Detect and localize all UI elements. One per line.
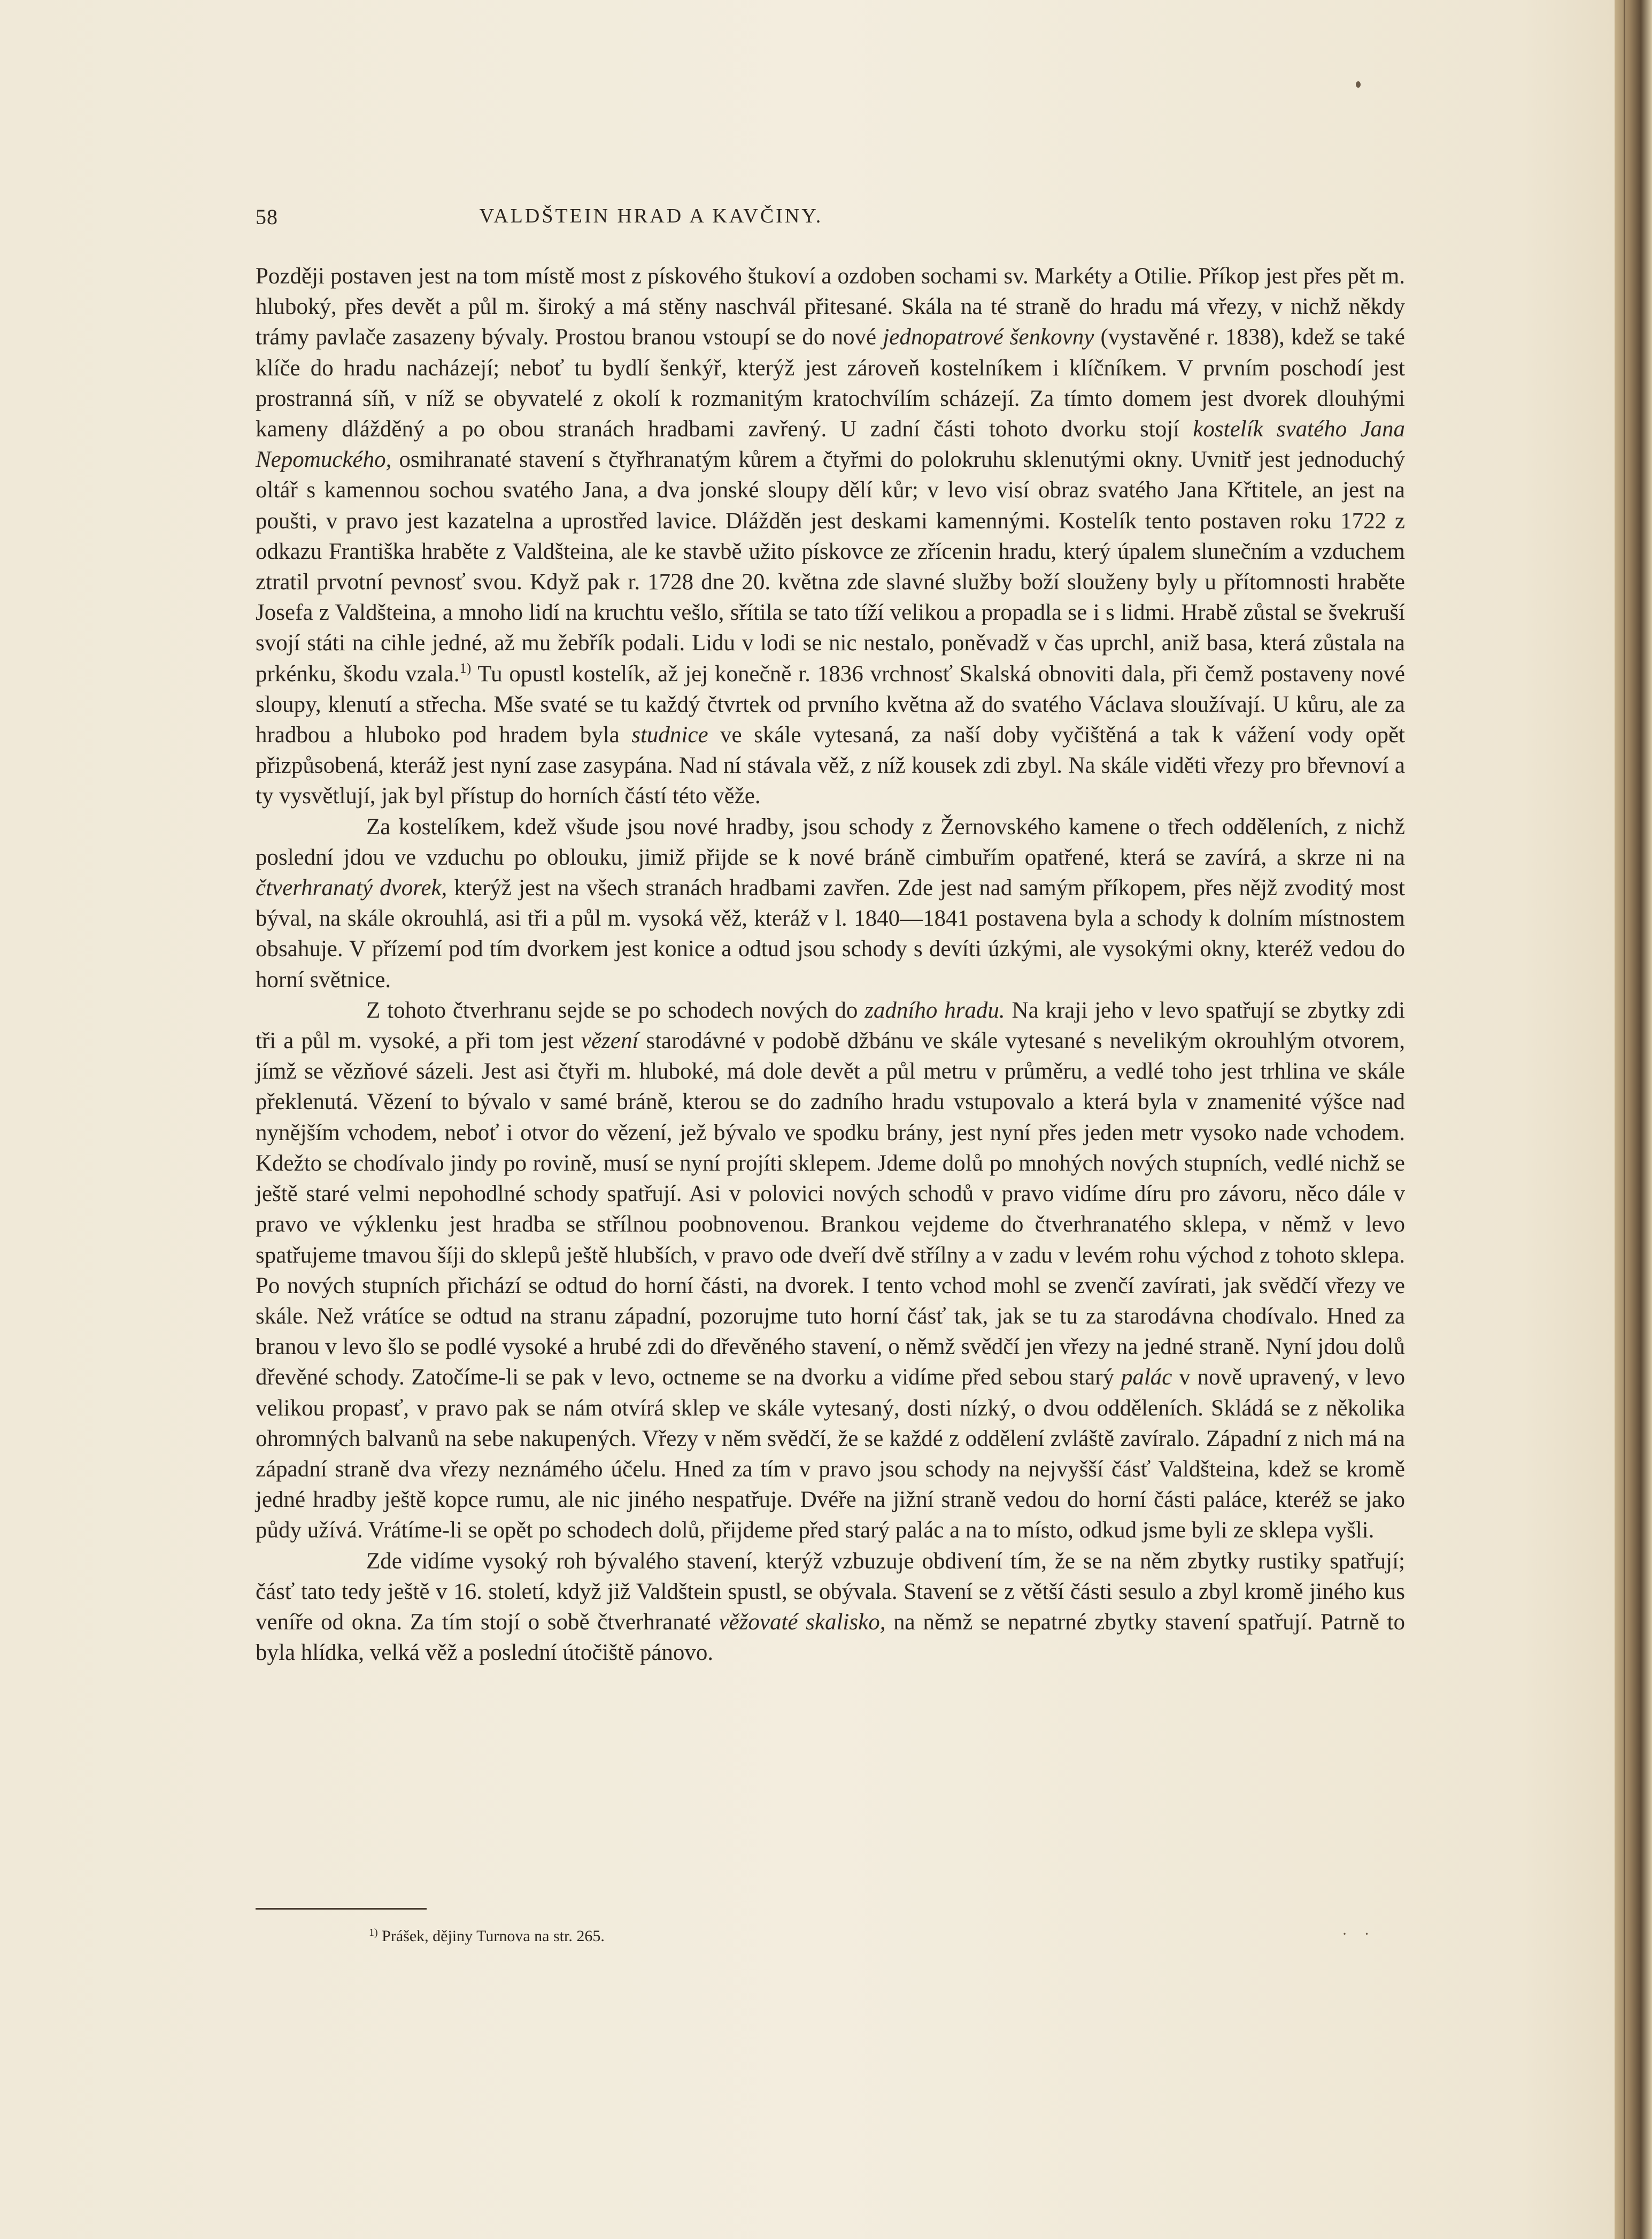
footnote-text: Prášek, dějiny Turnova na str. 265. xyxy=(377,1927,605,1945)
text-run: Později postaven jest na tom místě most z pískového štukoví a ozdoben sochami sv. Markéty a Otilie. Příkop jest přes pět m. hluboký, přes devět a půl m. široký a má stěny naschvál přitesané. Skála na té straně do hradu má vřezy, v nichž někdy trámy pavlače zasazeny bývaly. Prostou branou vstoupí se do nové xyxy=(256,264,1405,350)
text-run: Za kostelíkem, kdež všude jsou nové hradby, jsou schody z Žernovského kamene o třech odděleních, z nichž poslední jdou ve vzduchu po oblouku, jimiž přijde se k nové bráně cimbuřím opatřené, která se zavírá, a skrze ni na xyxy=(256,814,1405,870)
text-run: Tu opustl kostelík, až jej konečně r. 1836 vrchnosť Skalská obnoviti dala, při čemž postaveny nové sloupy, klenutí a střecha. Mše svaté se tu každý čtvrtek od prvního května až do svatého Václava sloužívají. U kůru, ale za hradbou a hluboko pod hradem byla xyxy=(256,661,1405,748)
footnote xyxy=(369,1927,605,1945)
text-run: Na kraji jeho v levo spatřují se zbytky zdi tři a půl m. vysoké, a při tom jest xyxy=(256,997,1405,1054)
emphasis-text: kostelík svatého Jana Nepomuckého, xyxy=(256,417,1405,473)
text-run: ve skále vytesaná, za naší doby vyčištěná a tak k vážení vody opět přizpůsobená, kteráž jest nyní zase zasypána. Nad ní stávala věž, z níž kousek zdi zbyl. Na skále viděti vřezy pro břevnoví a ty vysvětlují, jak byl přístup do horních částí této věže. xyxy=(256,722,1405,809)
paragraph xyxy=(256,995,1405,1546)
running-title: VALDŠTEIN HRAD A KAVČINY. xyxy=(479,205,823,227)
text-run: v nově upravený, v levo velikou propasť, v pravo pak se nám otvírá sklep ve skále vytesaný, dosti nízký, o dvou odděleních. Skládá se z několika ohromných balvanů na sebe nakupených. Vřezy v něm svědčí, že se každé z oddělení zvláště zavíralo. Západní z nich má na západní straně dva vřezy neznámého účelu. Hned za tím v pravo jsou schody na nejvyšší čásť Valdšteina, kdež se kromě jedné hradby ještě kopce rumu, ale nic jiného nespatřuje. Dvéře na jižní straně vedou do horní části paláce, kteréž se jako půdy užívá. Vrátíme-li se opět po schodech dolů, přijdeme před starý palác a na to místo, odkud jsme byli ze sklepa vyšli. xyxy=(256,1365,1405,1543)
paragraph xyxy=(256,1546,1405,1668)
gutter-edge xyxy=(1624,0,1625,2239)
footnote-ref: 1) xyxy=(459,660,472,676)
text-run: na němž se nepatrné zbytky stavení spatřují. Patrně to byla hlídka, velká věž a poslední útočiště pánovo. xyxy=(256,1609,1405,1666)
body-text xyxy=(256,261,1405,1668)
text-run: kterýž jest na všech stranách hradbami zavřen. Zde jest nad samým příkopem, přes nějž zvoditý most býval, na skále okrouhlá, asi tři a půl m. vysoká věž, kteráž v l. 1840—1841 postavena byla a schody k dolním místnostem obsahuje. V přízemí pod tím dvorkem jest konice a odtud jsou schody s devíti úzkými, ale vysokými okny, kteréž vedou do horní světnice. xyxy=(256,875,1405,992)
emphasis-text: zadního hradu. xyxy=(864,997,1005,1023)
emphasis-text: palác xyxy=(1121,1365,1172,1390)
emphasis-text: vězení xyxy=(581,1028,639,1054)
text-run: osmihranaté stavení s čtyřhranatým kůrem a čtyřmi do polokruhu sklenutými okny. Uvnitř jest jednoduchý oltář s kamennou sochou svatého Jana, a dva jonské sloupy dělí kůr; v levo visí obraz svatého Jana Křtitele, an jest na poušti, v pravo jest kazatelna a uprostřed lavice. Dlážděn jest deskami kamennými. Kostelík tento postaven roku 1722 z odkazu Františka hraběte z Valdšteina, ale ke stavbě užito pískovce ze zřícenin hradu, který úpalem slunečním a vzduchem ztratil prvotní pevnosť svou. Když pak r. 1728 dne 20. května zde slavné služby boží slouženy byly u přítomnosti hraběte Josefa z Valdšteina, a mnoho lidí na kruchtu vešlo, sřítila se tato tíží velikou a propadla se i s lidmi. Hrabě zůstal se švekruší svojí státi na cihle jedné, až mu žebřík podali. Lidu v lodi se nic nestalo, poněvadž v čas uprchl, aniž basa, která zůstala na prkénku, škodu vzala. xyxy=(256,447,1405,687)
footnote-rule xyxy=(256,1908,427,1910)
page-header xyxy=(256,204,1041,236)
paragraph xyxy=(256,261,1405,812)
text-run: starodávné v podobě džbánu ve skále vytesané s nevelikým okrouhlým otvorem, jímž se vězňové sázeli. Jest asi čtyři m. hluboké, má dole devět a půl metru v průměru, a vedlé toho jest trhlina ve skále překlenutá. Vězení to bývalo v samé bráně, kterou se do zadního hradu vstupovalo a která byla v znamenité výšce nad nynějším vchodem, neboť i otvor do vězení, jež bývalo ve spodku brány, jest nyní přes jeden metr vysoko nade vchodem. Kdežto se chodívalo jindy po rovině, musí se nyní projíti sklepem. Jdeme dolů po mnohých nových stupních, vedlé nichž se ještě staré velmi nepohodlné schody spatřují. Asi v polovici nových schodů v pravo vidíme díru pro závoru, něco dále v pravo ve výklenku jest hradba se střílnou poobnovenou. Brankou vejdeme do čtverhranatého sklepa, v němž v levo spatřujeme tmavou šíji do sklepů ještě hlubších, v pravo ode dveří dvě střílny a v zadu v levém rohu východ z tohoto sklepa. Po nových stupních přichází se odtud do horní části, na dvorek. I tento vchod mohl se zvenčí zavírati, jak svědčí vřezy ve skále. Než vrátíce se odtud na stranu západní, pozorujme tuto horní čásť tak, jak se tu za starodávna chodívalo. Hned za branou v levo šlo se podlé vysoké a hrubé zdi do dřevěného stavení, o němž svědčí jen vřezy na jedné straně. Nyní jdou dolů dřevěné schody. Zatočíme-li se pak v levo, octneme se na dvorku a vidíme před sebou starý xyxy=(256,1028,1405,1390)
emphasis-text: jednopatrové šenkovny xyxy=(883,325,1094,350)
page-number: 58 xyxy=(256,205,278,229)
paper-speck xyxy=(1356,81,1361,88)
footnote-marker: 1) xyxy=(369,1927,378,1938)
text-run: Zde vidíme vysoký roh bývalého stavení, kterýž vzbuzuje obdivení tím, že se na něm zbytky rustiky spatřují; čásť tato tedy ještě v 16. století, když již Valdštein spustl, se obývala. Stavení se z větší části sesulo a zbyl kromě jiného kus veníře od okna. Za tím stojí o sobě čtverhranaté xyxy=(256,1548,1405,1635)
text-run: Z tohoto čtverhranu sejde se po schodech nových do xyxy=(366,997,865,1023)
book-gutter xyxy=(1615,0,1652,2239)
emphasis-text: věžovaté skalisko, xyxy=(719,1609,886,1635)
emphasis-text: studnice xyxy=(631,722,708,748)
text-run: (vystavěné r. 1838), kdež se také klíče do hradu nacházejí; neboť tu bydlí šenkýř, kterýž jest zároveň kostelníkem i klíčníkem. V prvním poschodí jest prostranná síň, v níž se obyvatelé z okolí k rozmanitým kratochvílím scházejí. Za tímto domem jest dvorek dlouhými kameny dlážděný a po obou stranách hradbami zavřený. U zadní části tohoto dvorku stojí xyxy=(256,325,1405,442)
emphasis-text: čtverhranatý dvorek, xyxy=(256,875,447,901)
paragraph xyxy=(256,812,1405,995)
page-marks: · · xyxy=(1342,1925,1376,1943)
